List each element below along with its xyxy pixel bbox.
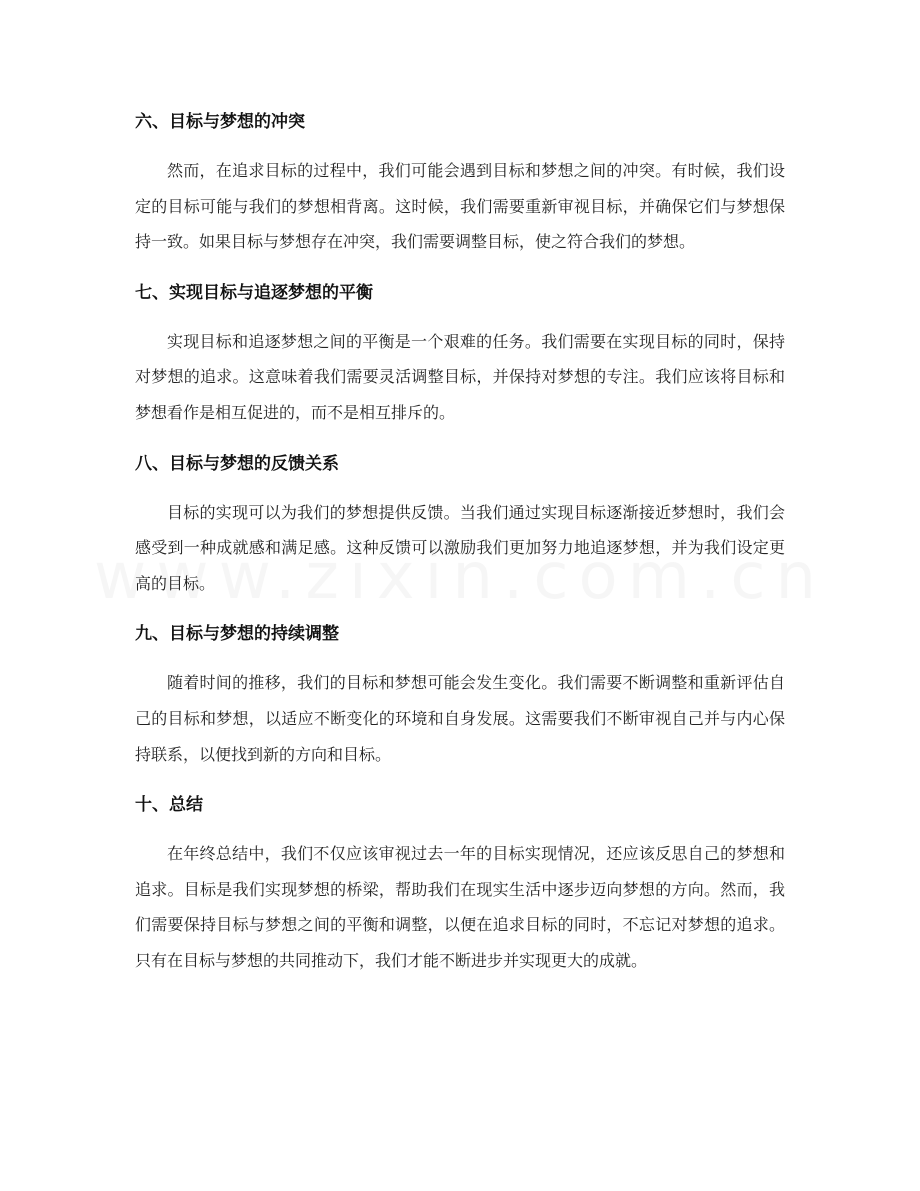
section-paragraph: 实现目标和追逐梦想之间的平衡是一个艰难的任务。我们需要在实现目标的同时，保持对梦想的追求。这意味着我们需要灵活调整目标，并保持对梦想的专注。我们应该将目标和梦想看作是相互促进的，而不是相互排斥的。: [135, 331, 785, 422]
section-heading: 七、实现目标与追逐梦想的平衡: [135, 282, 373, 303]
document-body: [135, 102, 785, 992]
section-heading: 八、目标与梦想的反馈关系: [135, 453, 339, 474]
section-heading: 六、目标与梦想的冲突: [135, 112, 305, 132]
section-heading: 十、总结: [135, 795, 203, 816]
section-paragraph: 然而，在追求目标的过程中，我们可能会遇到目标和梦想之间的冲突。有时候，我们设定的目标可能与我们的梦想相背离。这时候，我们需要重新审视目标，并确保它们与梦想保持一致。如果目标与梦想存在冲突，我们需要调整目标，使之符合我们的梦想。: [135, 161, 785, 252]
section-paragraph: 在年终总结中，我们不仅应该审视过去一年的目标实现情况，还应该反思自己的梦想和追求。目标是我们实现梦想的桥梁，帮助我们在现实生活中逐步迈向梦想的方向。然而，我们需要保持目标与梦想之间的平衡和调整，以便在追求目标的同时，不忘记对梦想的追求。只有在目标与梦想的共同推动下，我们才能不断进步并实现更大的成就。: [135, 844, 785, 970]
section-9: [135, 614, 785, 772]
section-10: [135, 785, 785, 978]
section-6: [135, 102, 785, 260]
section-paragraph: 目标的实现可以为我们的梦想提供反馈。当我们通过实现目标逐渐接近梦想时，我们会感受到一种成就感和满足感。这种反馈可以激励我们更加努力地追逐梦想，并为我们设定更高的目标。: [135, 502, 785, 593]
section-paragraph: 随着时间的推移，我们的目标和梦想可能会发生变化。我们需要不断调整和重新评估自己的目标和梦想，以适应不断变化的环境和自身发展。这需要我们不断审视自己并与内心保持联系，以便找到新的方向和目标。: [135, 673, 785, 764]
section-7: [135, 273, 785, 431]
section-8: [135, 444, 785, 602]
section-heading: 九、目标与梦想的持续调整: [135, 624, 339, 645]
